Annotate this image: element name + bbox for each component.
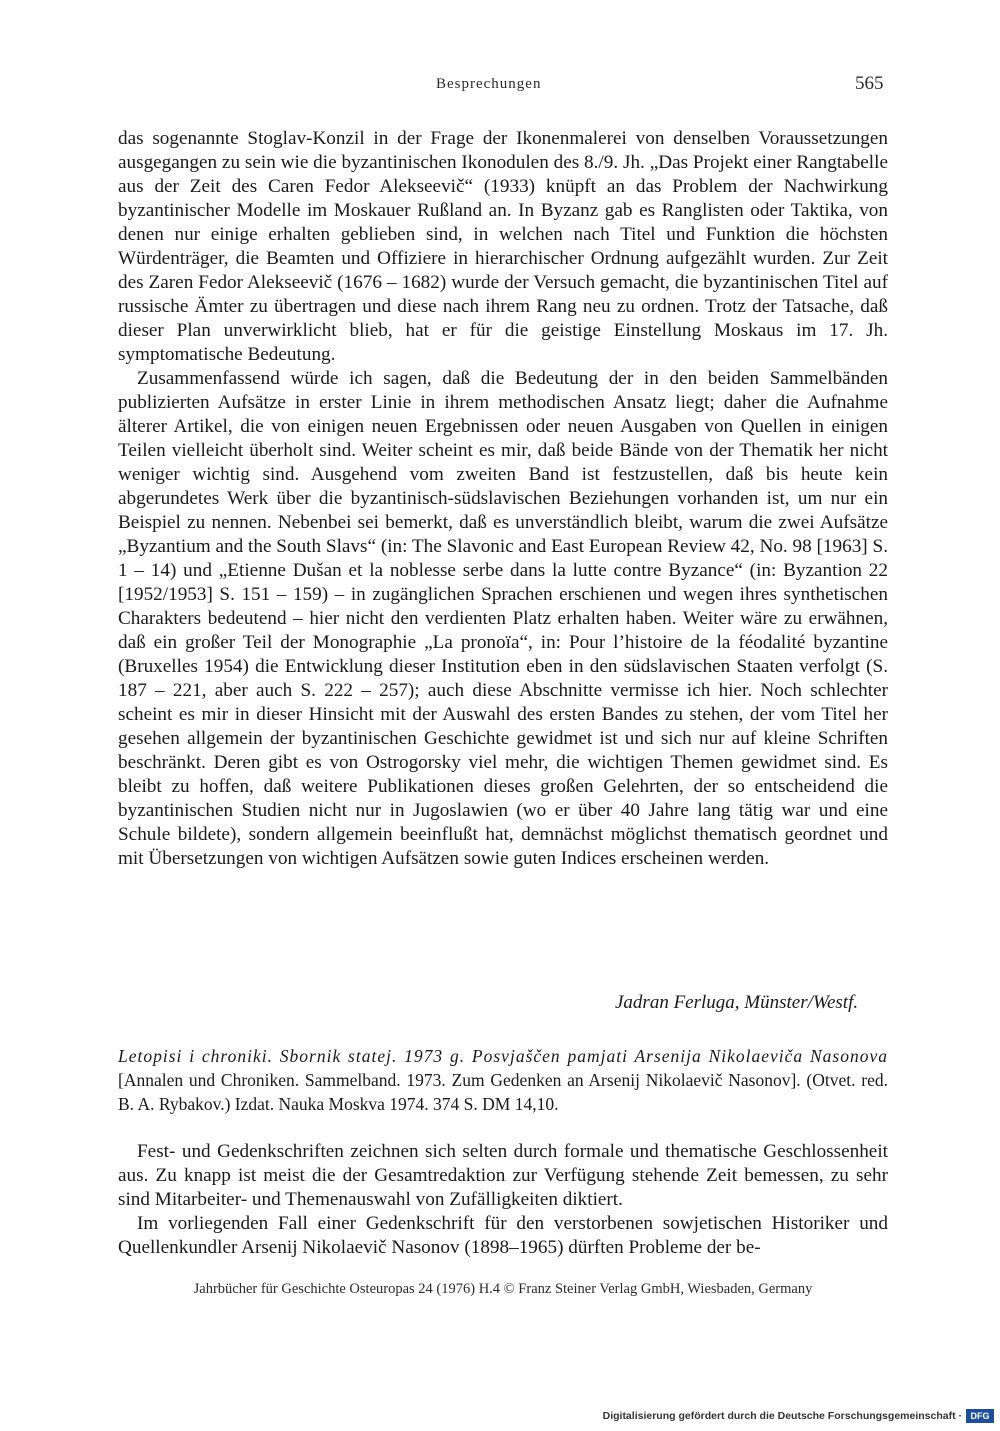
paragraph: Im vorliegenden Fall einer Gedenkschrift für den verstorbenen sowjetischen Historiker und Quellenkundler Arsenij Nikolaevič Nasonov (1898–1965) dürften Probleme der be- [118, 1213, 888, 1258]
text-run: Schriften beschränkt. Deren gibt es von Ostrogorsky viel mehr, die wichtigen Themen gewidmet sind. Es bleibt zu hoffen, daß weitere Publikationen dieses großen Gelehrten, der so entscheidend die byzantinischen Studien nicht nur in Jugoslawien (wo er über 40 Jahre lang tätig war und eine Schule bildete), sondern allgemein beeinflußt hat, demnächst möglichst thematisch geordnet und mit Übersetzungen von wichtigen Aufsätzen sowie guten Indices erscheinen werden. [118, 728, 889, 869]
reviewer-signature: Jadran Ferluga, Münster/Westf. [615, 992, 859, 1013]
journal-footer: Jahrbücher für Geschichte Osteuropas 24 (1976) H.4 © Franz Steiner Verlag GmbH, Wiesbaden, Germany [193, 1281, 813, 1297]
bibliographic-entry [118, 1044, 888, 1116]
book-details: [Annalen und Chroniken. Sammelband. 1973. Zum Gedenken an Arsenij Nikolaevič Nasonov]. (Otvet. red. B. A. Rybakov.) Izdat. Nauka Moskva 1974. 374 S. DM 14,10. [118, 1070, 888, 1114]
book-title: Letopisi i chroniki. Sbornik statej. 1973 g. Posvjaščen pamjati Arsenija Nikolaeviča Nasonova [118, 1046, 888, 1066]
emphasis: kleine [763, 728, 811, 749]
text-run: Zusammenfassend würde ich sagen, daß die Bedeutung der in den beiden Sammelbänden publizierten Aufsätze in erster Linie in ihrem methodischen Ansatz liegt; daher die Aufnahme älterer Artikel, die von einigen neuen Ergebnissen oder neuen Ausgaben von Quellen in einigen Teilen vielleicht überholt sind. Weiter scheint es mir, daß beide Bände von der Thematik her nicht weniger wichtig sind. Ausgehend vom zweiten Band ist festzustellen, daß bis heute kein abgerundetes Werk über die byzantinisch-südslavischen Beziehungen vorhanden ist, um nur ein Beispiel zu nennen. Nebenbei sei bemerkt, daß es unverständlich bleibt, warum die zwei Aufsätze „Byzantium and the South Slavs“ (in: The Slavonic and East European Review 42, No. 98 [1963] S. 1 – 14) und „Etienne Dušan et la noblesse serbe dans la lutte contre Byzance“ (in: Byzantion 22 [1952/1953] S. 151 – 159) – in zugänglichen Sprachen erschienen und wegen ihres synthetischen Charakters bedeutend – hier nicht den verdienten Platz erhalten haben. Weiter wäre zu erwähnen, daß ein großer Teil der Monographie „La pronoïa“, in: Pour l’histoire de la féodalité byzantine (Bruxelles 1954) die Entwicklung dieser Institution eben in den südslavischen Staaten verfolgt (S. 187 – 221, aber auch S. 222 – 257); auch diese Abschnitte vermisse ich hier. Noch schlechter scheint es mir in dieser Hinsicht mit der Auswahl des ersten Bandes zu stehen, der vom Titel her gesehen [118, 368, 888, 749]
paragraph: Fest- und Gedenkschriften zeichnen sich selten durch formale und thematische Geschlossenheit aus. Zu knapp ist meist die der Gesamtredaktion zur Verfügung stehende Zeit bemessen, zu sehr sind Mitarbeiter- und Themenauswahl von Zufälligkeiten diktiert. [118, 1141, 888, 1210]
paragraph: das sogenannte Stoglav-Konzil in der Frage der Ikonenmalerei von denselben Voraussetzungen ausgegangen zu sein wie die byzantinischen Ikonodulen des 8./9. Jh. „Das Projekt einer Rangtabelle aus der Zeit des Caren Fedor Alekseevič“ (1933) knüpft an das Problem der Nachwirkung byzantinischer Modelle im Moskauer Rußland an. In Byzanz gab es Ranglisten oder Taktika, von denen nur einige erhalten geblieben sind, in welchen nach Titel und Funktion die höchsten Würdenträger, die Beamten und Offiziere in hierarchischer Ordnung aufgezählt wurden. Zur Zeit des Zaren Fedor Alekseevič (1676 – 1682) wurde der Versuch gemacht, die byzantinischen Titel auf russische Ämter zu übertragen und diese nach ihrem Rang neu zu ordnen. Trotz der Tatsache, daß dieser Plan unverwirklicht blieb, hat er für die geistige Einstellung Moskaus im 17. Jh. symptomatische Bedeutung. [118, 128, 888, 365]
text-run: der byzantinischen Geschichte gewidmet ist und sich nur auf [269, 728, 757, 749]
dfg-logo: DFG [966, 1409, 994, 1423]
review-body-second [118, 1140, 888, 1260]
paragraph-summary [118, 367, 888, 871]
review-body-first [118, 127, 888, 871]
digitization-note: Digitalisierung gefördert durch die Deutsche Forschungsgemeinschaft · [602, 1410, 962, 1422]
running-head: Besprechungen [436, 76, 542, 92]
emphasis: allgemein [187, 728, 263, 749]
page-number: 565 [855, 73, 884, 94]
